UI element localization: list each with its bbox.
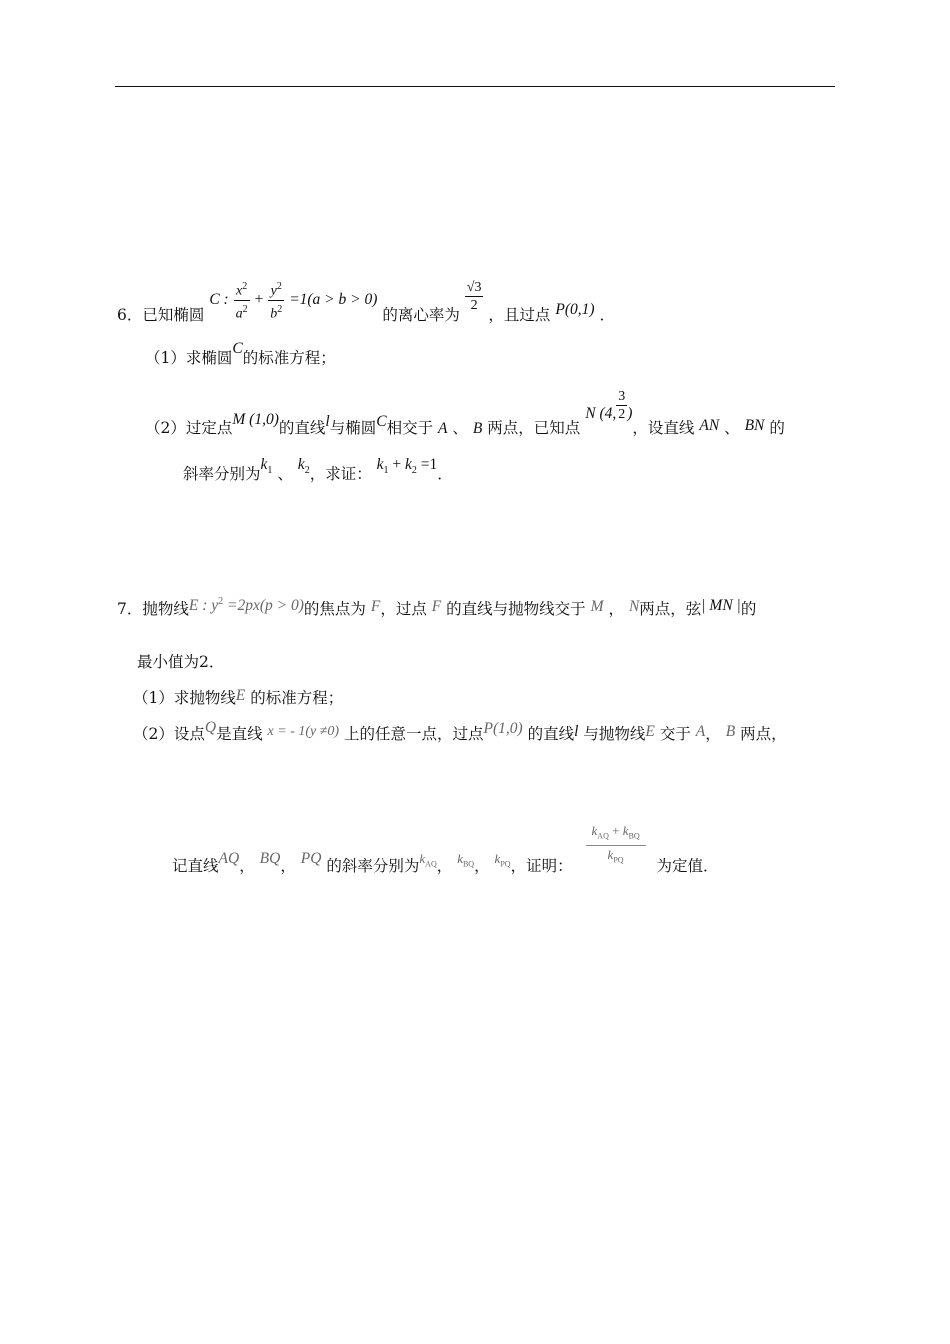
b-var: b xyxy=(270,306,278,322)
q7-part2-label: （2）设点 xyxy=(133,725,205,743)
kaq-sub: AQ xyxy=(425,859,437,869)
q7-part1 xyxy=(133,688,343,709)
e-var: E xyxy=(235,687,246,704)
a-point-7: A xyxy=(695,723,706,740)
sep-8: ， xyxy=(436,857,453,876)
line-an: AN xyxy=(699,416,720,434)
line-bn: BN xyxy=(744,416,765,434)
den-s: PQ xyxy=(613,855,624,865)
text-two-points: 两点， xyxy=(740,725,787,743)
eq-head: E : y xyxy=(188,597,219,615)
text-chord: 两点，弦 xyxy=(639,600,702,619)
x-var: x xyxy=(236,283,243,299)
q-point: Q xyxy=(204,719,217,736)
frac-sqrt3-2 xyxy=(465,279,484,314)
k-aq xyxy=(419,851,437,869)
text-focus: 的焦点为 xyxy=(303,600,366,619)
q7-part1-text: 的标准方程； xyxy=(250,689,344,707)
line-x-eq: x = - 1(y ≠0) xyxy=(267,724,340,739)
eq-tail: =1 xyxy=(420,456,438,473)
num-3: 3 xyxy=(618,389,626,404)
q6-part1-label: （1）求椭圆 xyxy=(145,349,233,367)
end-mark-2: ． xyxy=(437,465,453,483)
k2-sub: 2 xyxy=(304,465,310,477)
k-sum-equation xyxy=(376,456,438,477)
text-line-7: 的直线 xyxy=(527,725,575,743)
k1-base: k xyxy=(260,456,268,473)
q7-part2-cont xyxy=(172,808,719,876)
l-var: l xyxy=(325,412,330,430)
sep-4: ， xyxy=(608,600,624,619)
y-var: y xyxy=(270,283,277,299)
k1-sub: 1 xyxy=(267,465,273,477)
text-prove-7: ，证明： xyxy=(510,857,573,876)
m-point: M xyxy=(590,598,604,616)
kaq-base: k xyxy=(419,851,426,867)
den-2: 2 xyxy=(618,407,626,422)
kbq-base: k xyxy=(457,851,463,867)
text-slopes: 斜率分别为 xyxy=(183,465,261,483)
n-point: N xyxy=(628,598,640,616)
point-p: P(0,1) xyxy=(555,301,595,319)
b-point-7: B xyxy=(725,723,736,740)
text-eccentricity: 的离心率为 xyxy=(382,306,460,325)
num-plus: + xyxy=(612,823,620,838)
line-bq: BQ xyxy=(259,850,281,868)
sep-2: 、 xyxy=(724,418,740,437)
frac-numerator xyxy=(586,822,646,846)
sep-3: 、 xyxy=(277,465,293,483)
ellipse-tail: =1(a > b > 0) xyxy=(289,291,378,309)
text-meet: 交于 xyxy=(659,725,691,743)
frac-3-2 xyxy=(616,388,627,423)
kbq-sub: BQ xyxy=(462,859,475,869)
min-value-text: 最小值为2． xyxy=(137,653,225,671)
num-k1: k xyxy=(591,823,598,838)
sep-5: ， xyxy=(705,725,721,743)
frac-denominator xyxy=(586,846,646,869)
text-of-7: 的 xyxy=(740,600,757,619)
f-point-2: F xyxy=(431,598,442,616)
frac-y2-b2: $\frac{y^2}{b^2}$ xyxy=(268,278,284,322)
parabola-equation xyxy=(189,597,304,614)
k-bq xyxy=(457,851,475,869)
eq-sup: 2 xyxy=(218,596,224,607)
text-line: 的直线 xyxy=(278,418,326,437)
point-p-7: P(1,0) xyxy=(483,720,523,737)
q7-part2 xyxy=(133,719,787,746)
l-var-7: l xyxy=(574,723,579,740)
chord-mn: | MN | xyxy=(701,597,741,615)
text-slopes-7: 的斜率分别为 xyxy=(326,857,420,876)
text-intersect: 相交于 xyxy=(386,418,434,437)
q7-part1-label: （1）求抛物线 xyxy=(133,689,236,707)
text-with-parabola: 与抛物线 xyxy=(583,725,646,743)
k2 xyxy=(297,456,310,477)
text-known-point: 两点，已知点 xyxy=(487,418,581,437)
line-aq: AQ xyxy=(218,850,240,868)
q6-part2-cont xyxy=(183,456,453,491)
kpq-sub: PQ xyxy=(500,859,511,869)
sep-9: ， xyxy=(474,857,490,876)
ellipse-equation: C : $\frac{x^2}{a^2}$ + $\frac{y^2}{b^2}$ =1(a > b > 0) xyxy=(209,290,382,308)
a-var: a xyxy=(235,306,243,322)
k2-base: k xyxy=(297,456,305,473)
kpq-base: k xyxy=(494,851,501,867)
den-k: k xyxy=(607,846,614,862)
q6-part1 xyxy=(145,340,336,369)
k1 xyxy=(260,456,273,477)
text-of: 的 xyxy=(769,418,785,437)
paren-close: ) xyxy=(627,404,633,422)
q6-part1-text: 的标准方程； xyxy=(242,349,336,367)
frac-k-ratio xyxy=(586,822,646,868)
text-denote-lines: 记直线 xyxy=(172,857,219,876)
num-s2: BQ xyxy=(628,831,640,841)
q6-part2-label: （2）过定点 xyxy=(145,418,233,437)
sep-1: 、 xyxy=(452,418,468,437)
frac-x2-a2: $\frac{x^2}{a^2}$ xyxy=(234,278,250,322)
text-is-on-line: 是直线 xyxy=(216,725,263,743)
sqrt3: √3 xyxy=(466,279,482,295)
eq-s2: 2 xyxy=(411,465,417,477)
text-constant: 为定值． xyxy=(656,857,719,876)
line-pq: PQ xyxy=(300,850,322,868)
end-mark: ． xyxy=(599,306,615,325)
q6-line xyxy=(117,272,615,325)
k-pq xyxy=(494,851,511,869)
a-point: A xyxy=(438,419,448,437)
q6-label: 6．已知椭圆 xyxy=(117,306,205,325)
q6-part2 xyxy=(145,384,785,437)
text-through: ，过点 xyxy=(380,600,427,619)
point-n: N (4, xyxy=(585,404,617,422)
text-prove: ，求证： xyxy=(309,465,372,483)
q7-line xyxy=(117,596,756,620)
text-intersect-parabola: 的直线与抛物线交于 xyxy=(446,600,586,619)
num-k2: k xyxy=(622,823,629,838)
sep-7: ， xyxy=(280,857,296,876)
num-s1: AQ xyxy=(597,831,609,841)
b-point: B xyxy=(472,419,483,437)
e-var-2: E xyxy=(645,723,655,740)
header-rule xyxy=(115,86,835,87)
c-var-2: C xyxy=(376,412,387,430)
denominator-2: 2 xyxy=(470,297,478,313)
eq-k1: k xyxy=(376,456,384,473)
sep-6: ， xyxy=(239,857,255,876)
eq-k2: k xyxy=(405,456,412,473)
eq-s1: 1 xyxy=(383,465,389,477)
c-var: C xyxy=(232,340,243,357)
text-set-lines: ，设直线 xyxy=(632,418,695,437)
eq-tail-7: =2px(p > 0) xyxy=(227,597,304,615)
text-with-ellipse: 与椭圆 xyxy=(329,418,377,437)
q7-line2 xyxy=(137,652,224,672)
f-point: F xyxy=(370,598,381,616)
q7-label: 7．抛物线 xyxy=(117,600,189,619)
ellipse-prefix: C : xyxy=(209,291,229,309)
text-passes: ，且过点 xyxy=(488,306,551,325)
eq-plus: + xyxy=(392,456,402,473)
point-m: M (1,0) xyxy=(232,410,279,428)
text-any-point: 上的任意一点，过点 xyxy=(344,725,484,743)
